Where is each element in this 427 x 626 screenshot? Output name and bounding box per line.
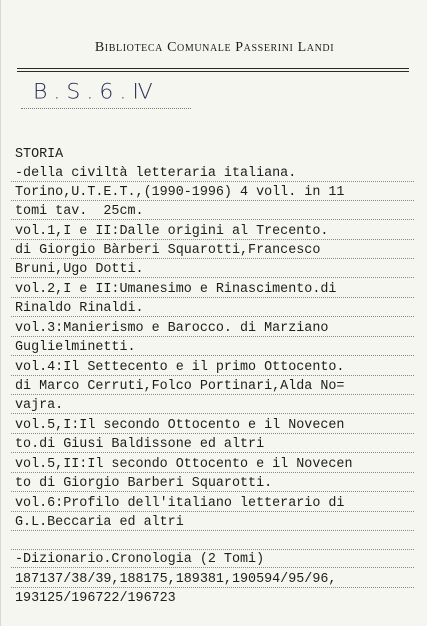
card-line-8: vol.2,I e II:Umanesimo e Rinascimento.di bbox=[1, 280, 427, 299]
header-rule-top bbox=[17, 68, 409, 69]
shelfmark-dotted-line bbox=[21, 108, 191, 109]
card-line-10: vol.3:Manierismo e Barocco. di Marziano bbox=[1, 319, 427, 338]
library-name: Biblioteca Comunale Passerini Landi bbox=[94, 40, 335, 55]
card-line-15: vol.5,I:Il secondo Ottocento e il Novecen bbox=[1, 416, 427, 435]
card-line-7: Bruni,Ugo Dotti. bbox=[1, 260, 427, 279]
header-rule-bottom bbox=[17, 71, 409, 72]
card-line-20: G.L.Beccaria ed altri bbox=[1, 513, 427, 532]
card-line-3: Torino,U.T.E.T.,(1990-1996) 4 voll. in 11 bbox=[1, 183, 427, 202]
card-line-17: vol.5,II:Il secondo Ottocento e il Novecen bbox=[1, 455, 427, 474]
card-line-9: Rinaldo Rinaldi. bbox=[1, 299, 427, 318]
card-line-1: STORIA bbox=[15, 147, 64, 162]
card-line-22: -Dizionario.Cronologia (2 Tomi) bbox=[1, 550, 427, 569]
card-line-12: vol.4:Il Settecento e il primo Ottocento. bbox=[1, 358, 427, 377]
card-line-18: to di Giorgio Barberi Squarotti. bbox=[1, 474, 427, 493]
card-line-2: -della civiltà letteraria italiana. bbox=[1, 164, 427, 183]
card-line-24: 193125/196722/196723 bbox=[15, 591, 176, 606]
card-line-14: vajra. bbox=[1, 396, 427, 415]
card-line-23: 187137/38/39,188175,189381,190594/95/96, bbox=[1, 570, 427, 589]
card-line-13: di Marco Cerruti,Folco Portinari,Alda No= bbox=[1, 377, 427, 396]
card-line-5: vol.1,I e II:Dalle origini al Trecento. bbox=[1, 222, 427, 241]
card-line-19: vol.6:Profilo dell'italiano letterario di bbox=[1, 494, 427, 513]
card-line-16: to.di Giusi Baldissone ed altri bbox=[1, 435, 427, 454]
shelfmark: B.S.6.Ⅳ bbox=[33, 80, 159, 105]
card-line-4: tomi tav. 25cm. bbox=[1, 202, 427, 221]
card-line-11: Guglielminetti. bbox=[1, 338, 427, 357]
card-line-21 bbox=[1, 532, 427, 551]
card-line-6: di Giorgio Bàrberi Squarotti,Francesco bbox=[1, 241, 427, 260]
